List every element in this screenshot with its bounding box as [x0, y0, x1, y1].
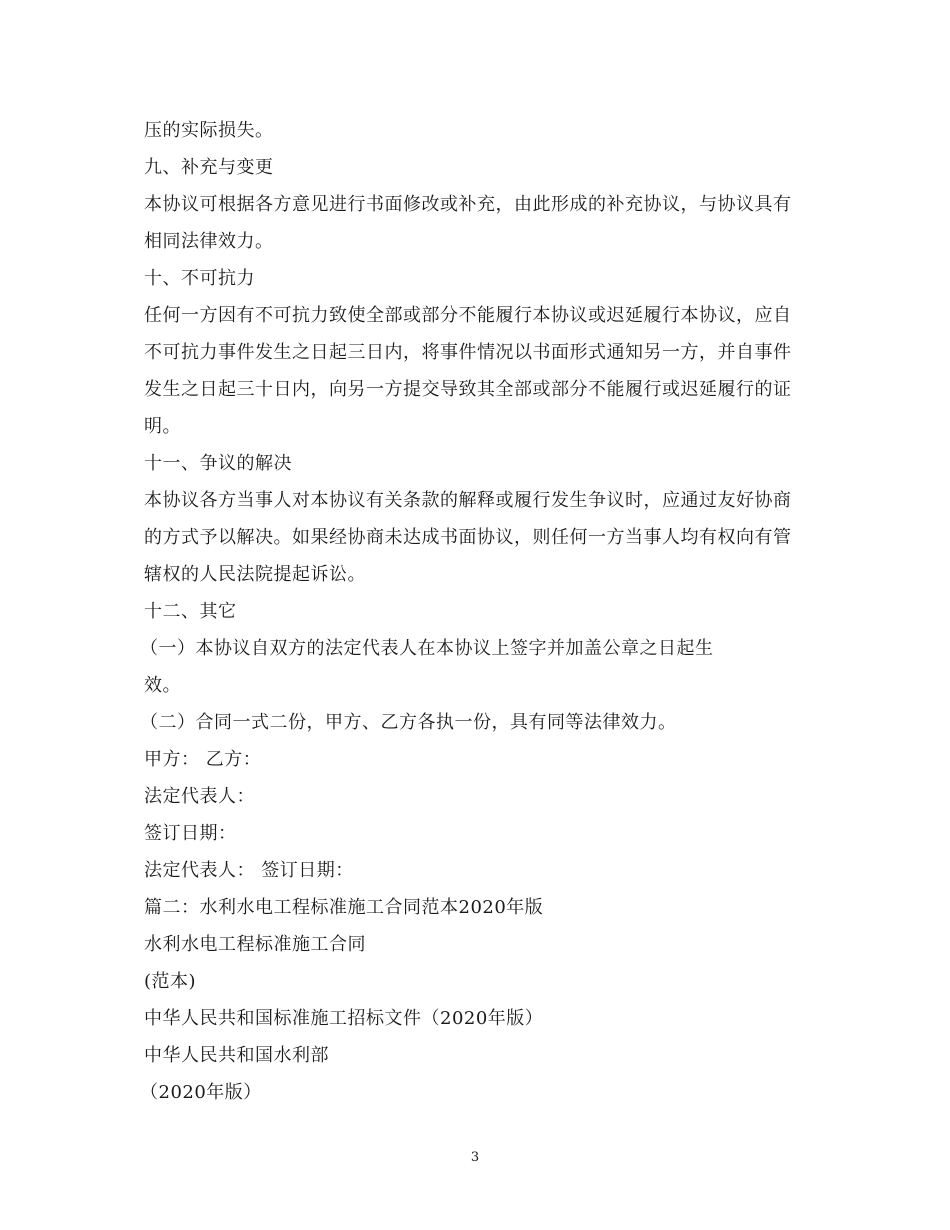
- text-line: 中华人民共和国水利部: [144, 1045, 329, 1066]
- text-line: 相同法律效力。: [144, 231, 274, 252]
- text-line: 压的实际损失。: [144, 120, 274, 141]
- text-line: 水利水电工程标准施工合同: [144, 934, 366, 955]
- signature-line: 签订日期：: [144, 823, 237, 844]
- text-line: 辖权的人民法院提起诉讼。: [144, 564, 366, 585]
- text-line: 效。: [144, 675, 181, 696]
- signature-line: 甲方： 乙方：: [144, 749, 262, 770]
- text-line: 任何一方因有不可抗力致使全部或部分不能履行本协议或迟延履行本协议，应自: [144, 305, 792, 326]
- section-heading: 九、补充与变更: [144, 157, 274, 178]
- text-line: 的方式予以解决。如果经协商未达成书面协议，则任何一方当事人均有权向有管: [144, 527, 792, 548]
- text-line: 发生之日起三十日内，向另一方提交导致其全部或部分不能履行或迟延履行的证: [144, 379, 792, 400]
- section-heading: 十二、其它: [144, 601, 237, 622]
- text-line: 不可抗力事件发生之日起三日内，将事件情况以书面形式通知另一方，并自事件: [144, 342, 792, 363]
- text-line: 本协议可根据各方意见进行书面修改或补充，由此形成的补充协议，与协议具有: [144, 194, 792, 215]
- signature-line: 法定代表人：: [144, 786, 255, 807]
- signature-line: 法定代表人： 签订日期：: [144, 860, 354, 881]
- clause-line: （二）合同一式二份，甲方、乙方各执一份，具有同等法律效力。: [140, 712, 677, 733]
- text-line: 本协议各方当事人对本协议有关条款的解释或履行发生争议时，应通过友好协商: [144, 490, 792, 511]
- text-line: 中华人民共和国标准施工招标文件（2020年版）: [144, 1008, 544, 1029]
- text-line: 明。: [144, 416, 181, 437]
- section-heading: 十一、争议的解决: [144, 453, 292, 474]
- document-body: [140, 112, 804, 1111]
- text-line: (范本): [144, 971, 197, 992]
- clause-line: （一）本协议自双方的法定代表人在本协议上签字并加盖公章之日起生: [140, 638, 714, 659]
- text-line: （2020年版）: [140, 1082, 262, 1103]
- page-number: 3: [470, 1150, 480, 1165]
- section-heading: 十、不可抗力: [144, 268, 255, 289]
- chapter-title: 篇二：水利水电工程标准施工合同范本2020年版: [144, 897, 544, 918]
